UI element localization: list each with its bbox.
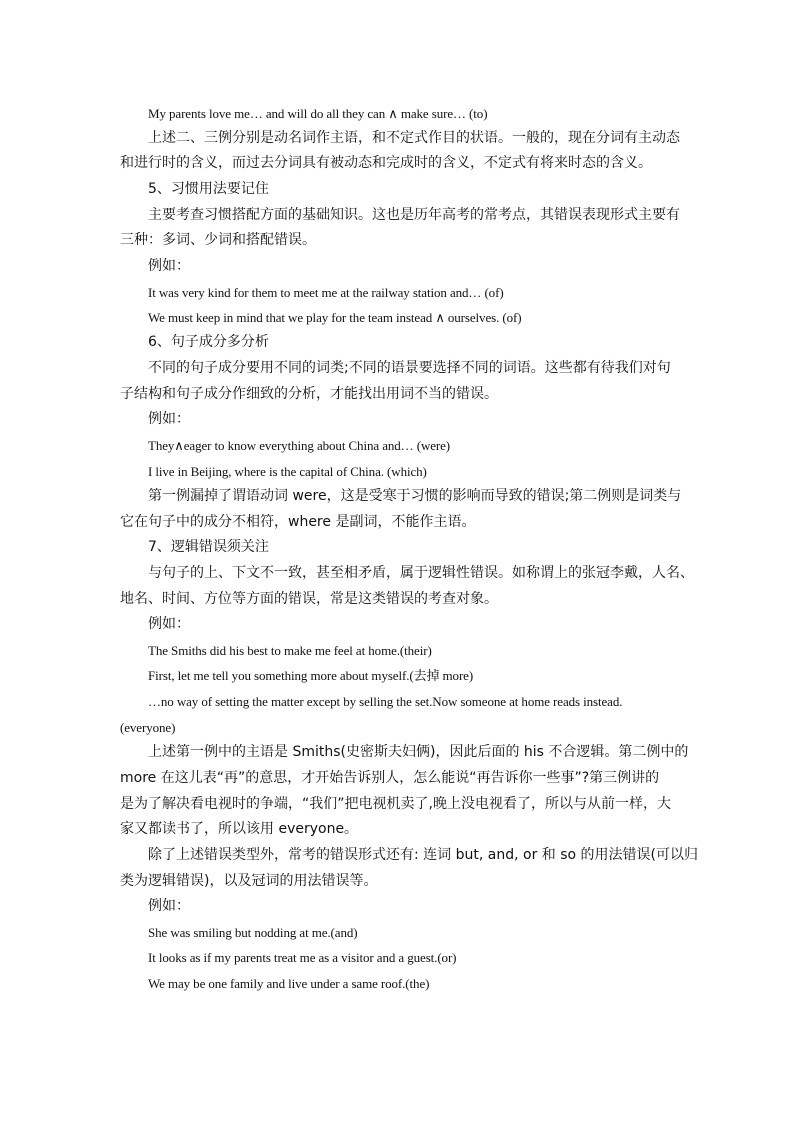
- paragraph-line: 主要考查习惯搭配方面的基础知识。这也是历年高考的常考点，其错误表现形式主要有: [148, 207, 680, 223]
- paragraph-line: 类为逻辑错误)，以及冠词的用法错误等。: [120, 873, 378, 889]
- example-label: 例如：: [148, 411, 190, 427]
- example-label: 例如：: [148, 616, 190, 632]
- section-heading: 6、句子成分多分析: [148, 334, 269, 350]
- example-line: We may be one family and live under a same roof.(the): [148, 976, 430, 991]
- example-line: We must keep in mind that we play for the team instead ∧ ourselves. (of): [148, 310, 522, 325]
- paragraph-line: 三种：多词、少词和搭配错误。: [120, 232, 316, 248]
- section-heading: 5、习惯用法要记住: [148, 181, 269, 197]
- example-line: My parents love me… and will do all they can ∧ make sure… (to): [148, 106, 488, 121]
- paragraph-line: 家又都读书了，所以该用 everyone。: [120, 821, 359, 837]
- example-label: 例如：: [148, 258, 190, 274]
- paragraph-line: 上述二、三例分别是动名词作主语，和不定式作目的状语。一般的，现在分词有主动态: [148, 130, 680, 146]
- paragraph-line: 不同的句子成分要用不同的词类;不同的语景要选择不同的词语。这些都有待我们对句: [148, 360, 671, 376]
- paragraph-line: 子结构和句子成分作细致的分析，才能找出用词不当的错误。: [120, 386, 498, 402]
- paragraph-line: 上述第一例中的主语是 Smiths(史密斯夫妇俩)，因此后面的 his 不合逻辑。第二例中的: [148, 744, 689, 760]
- paragraph-line: more 在这儿表“再”的意思，才开始告诉别人，怎么能说“再告诉你一些事”?第三例讲的: [120, 770, 660, 786]
- example-line: The Smiths did his best to make me feel at home.(their): [148, 643, 432, 658]
- example-label: 例如：: [148, 898, 190, 914]
- example-line: I live in Beijing, where is the capital of China. (which): [148, 464, 427, 479]
- paragraph-line: 是为了解决看电视时的争端，“我们”把电视机卖了,晚上没电视看了，所以与从前一样，大: [120, 796, 671, 812]
- example-line: It looks as if my parents treat me as a visitor and a guest.(or): [148, 950, 457, 965]
- example-line: They∧eager to know everything about China and… (were): [148, 438, 451, 453]
- section-heading: 7、逻辑错误须关注: [148, 539, 269, 555]
- paragraph-line: 与句子的上、下文不一致，甚至相矛盾，属于逻辑性错误。如称谓上的张冠李戴，人名、: [148, 565, 694, 581]
- example-line: (everyone): [120, 720, 176, 735]
- paragraph-line: 地名、时间、方位等方面的错误，常是这类错误的考查对象。: [120, 591, 498, 607]
- paragraph-line: 第一例漏掉了谓语动词 were，这是受寒于习惯的影响而导致的错误;第二例则是词类与: [148, 488, 682, 504]
- paragraph-line: 除了上述错误类型外，常考的错误形式还有: 连词 but, and, or 和 so 的用法错误(可以归: [148, 847, 698, 863]
- example-line: She was smiling but nodding at me.(and): [148, 925, 358, 940]
- paragraph-line: 它在句子中的成分不相符，where 是副词，不能作主语。: [120, 514, 476, 530]
- example-line: …no way of setting the matter except by selling the set.Now someone at home reads instead.: [148, 694, 623, 709]
- example-line: It was very kind for them to meet me at the railway station and… (of): [148, 285, 504, 300]
- example-line: First, let me tell you something more about myself.(去掉 more): [148, 668, 474, 683]
- paragraph-line: 和进行时的含义，而过去分词具有被动态和完成时的含义，不定式有将来时态的含义。: [120, 155, 652, 171]
